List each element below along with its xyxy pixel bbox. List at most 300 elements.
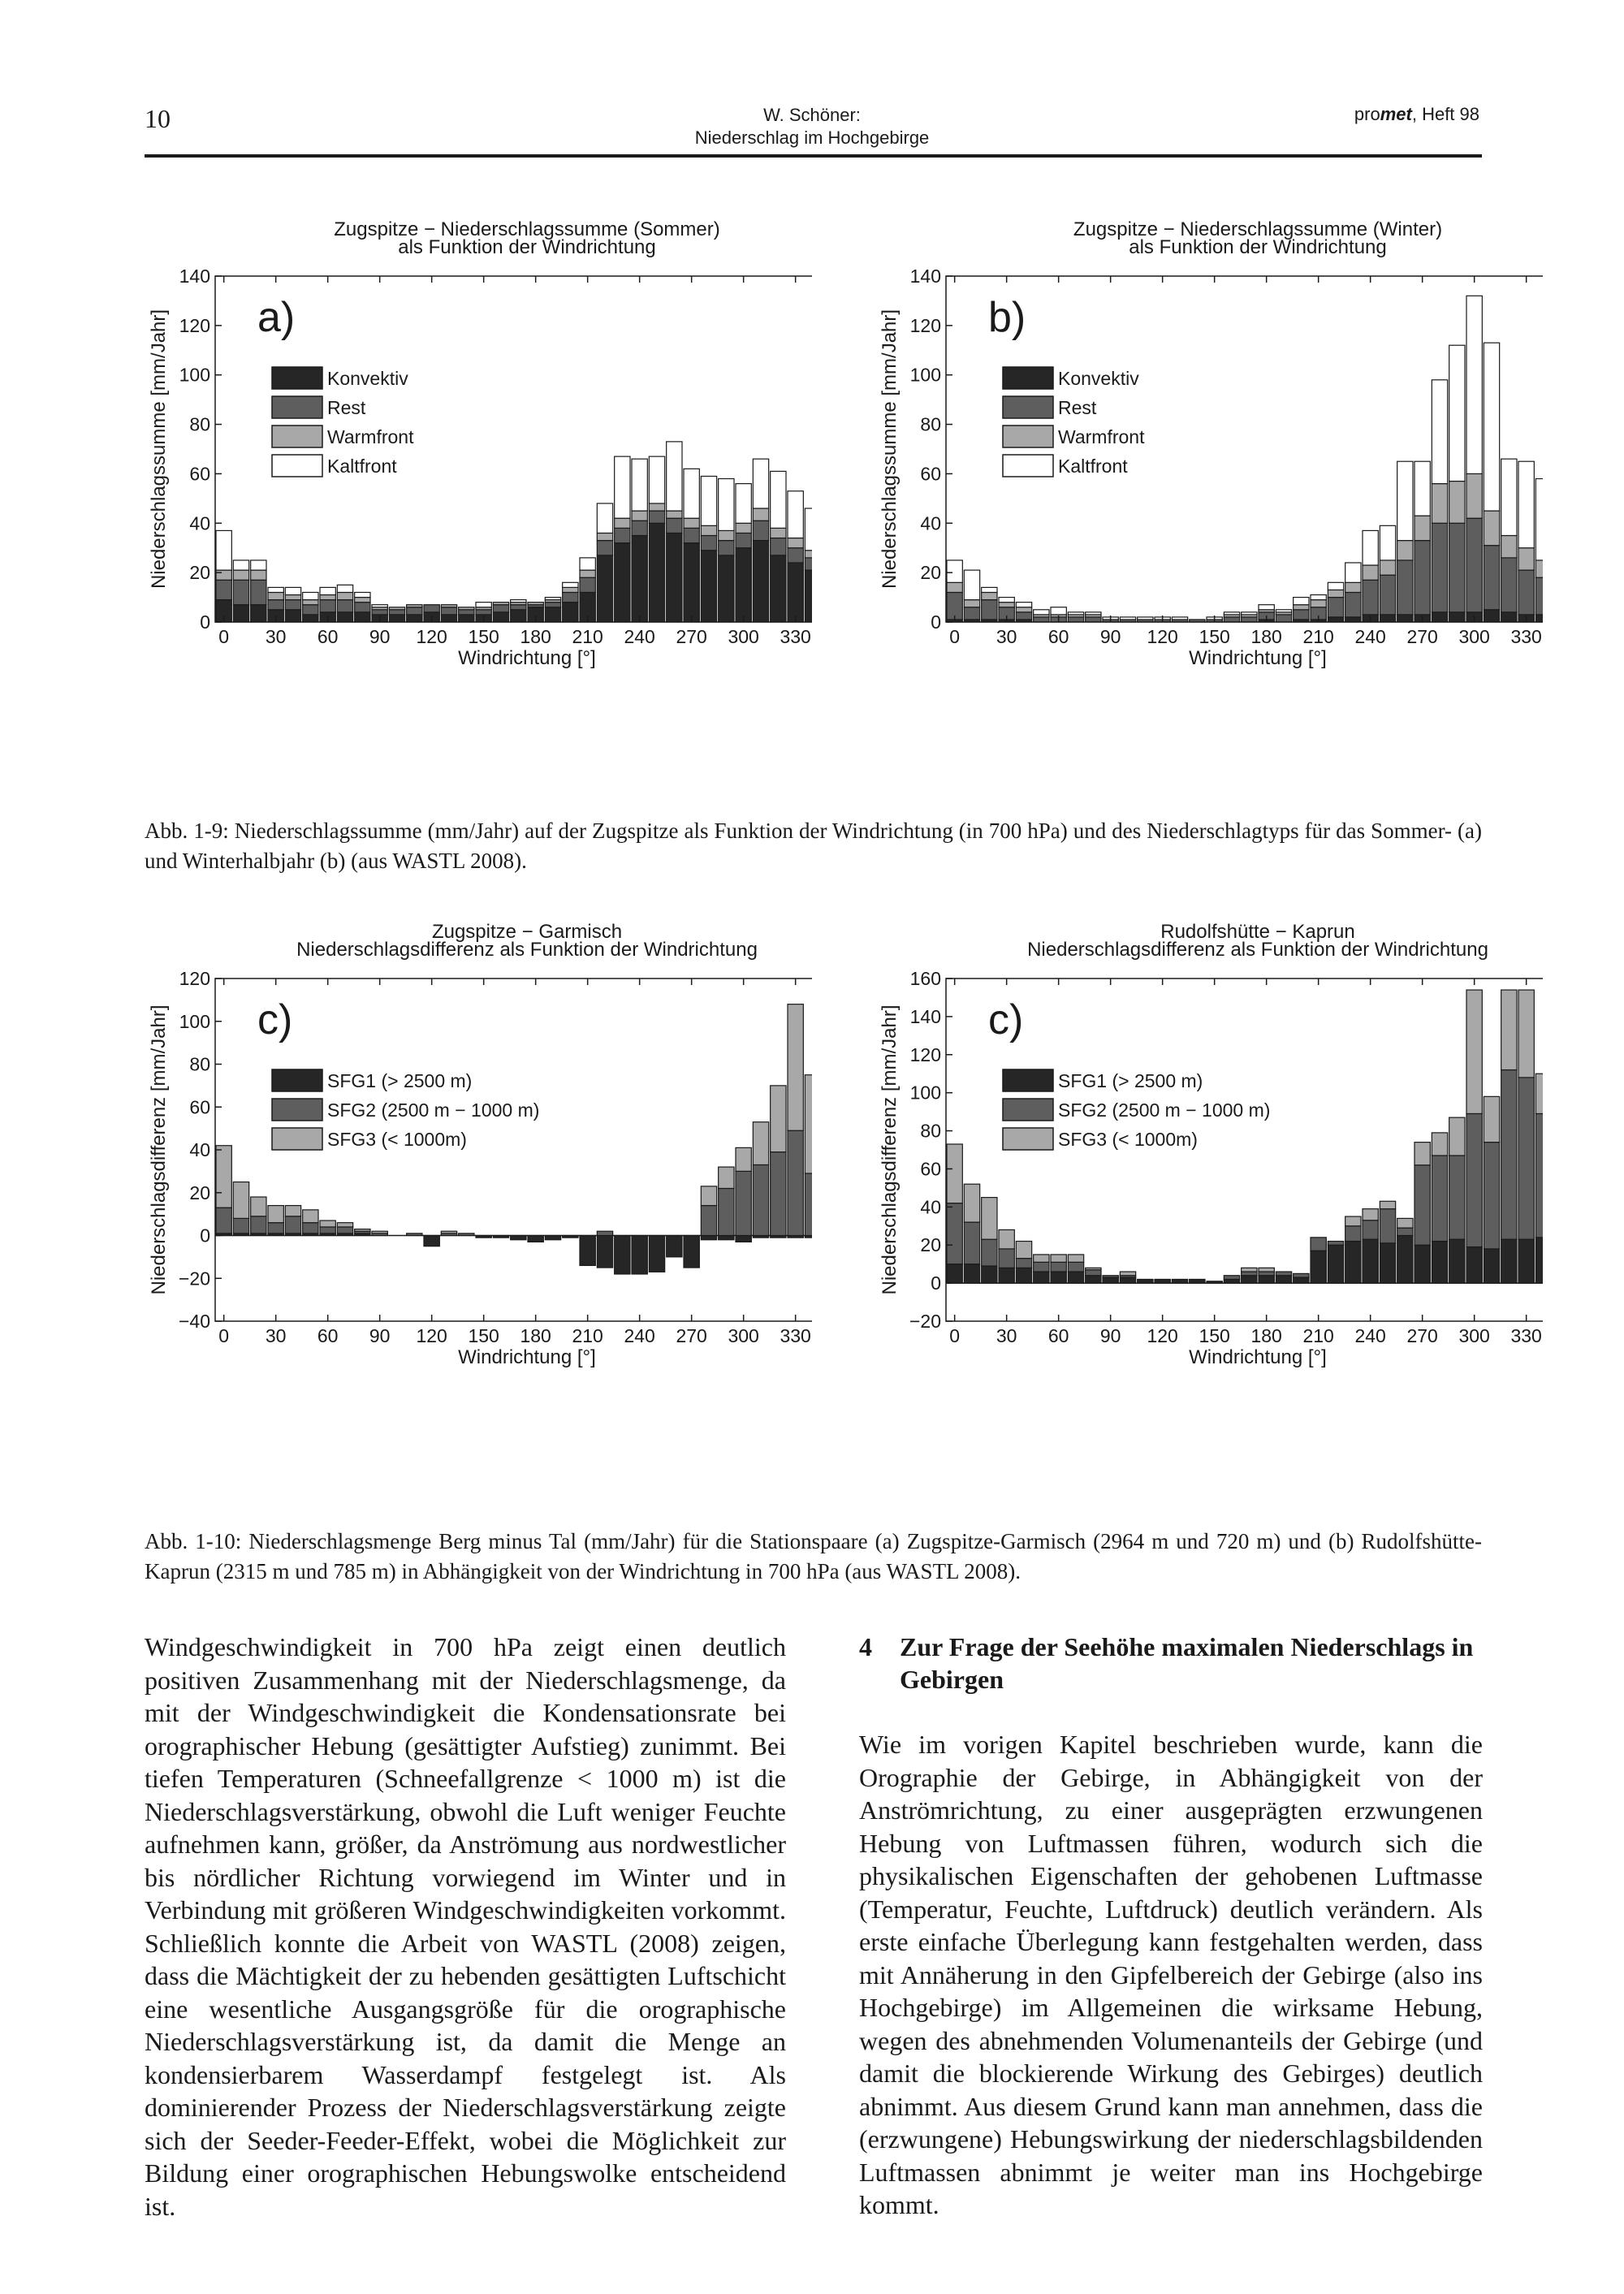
- bar-segment: [303, 1223, 318, 1233]
- bar-segment: [563, 592, 578, 602]
- bar-segment: [1449, 612, 1465, 622]
- bar-segment: [1120, 1277, 1135, 1283]
- y-tick-label: −40: [178, 1311, 210, 1332]
- x-tick-label: 60: [1047, 626, 1069, 647]
- x-tick-label: 180: [520, 1325, 551, 1346]
- bar-segment: [1086, 617, 1101, 622]
- bar-segment: [1016, 603, 1031, 607]
- bar-segment: [251, 605, 266, 622]
- chart-title-line: Niederschlagsdifferenz als Funktion der Windrichtung: [1027, 939, 1488, 961]
- bar-segment: [1068, 612, 1083, 615]
- bar-segment: [1380, 615, 1395, 622]
- bar-segment: [1172, 617, 1187, 620]
- bar-segment: [476, 1236, 491, 1238]
- bar-segment: [1103, 1276, 1118, 1277]
- bar-segment: [736, 1171, 751, 1235]
- bar-segment: [303, 615, 318, 622]
- bar-segment: [1311, 1238, 1326, 1251]
- bar-segment: [1484, 1096, 1499, 1142]
- bar-segment: [982, 592, 997, 599]
- bar-segment: [251, 580, 266, 604]
- bar-segment: [1294, 610, 1309, 620]
- bar-segment: [1484, 1249, 1499, 1283]
- bar-segment: [580, 577, 595, 592]
- bar-segment: [1501, 1070, 1517, 1240]
- bar-segment: [251, 1216, 266, 1233]
- bar-segment: [1051, 1272, 1066, 1283]
- bar-segment: [337, 592, 352, 599]
- bar-segment: [1363, 1239, 1378, 1283]
- bar-segment: [771, 471, 786, 528]
- bar-segment: [1294, 1273, 1309, 1277]
- bar-segment: [1086, 612, 1101, 615]
- bar-segment: [1449, 1117, 1465, 1156]
- bar-segment: [1363, 1220, 1378, 1239]
- bar-segment: [424, 1236, 439, 1246]
- bar-segment: [233, 570, 248, 580]
- bar-segment: [303, 605, 318, 615]
- bar-segment: [1466, 296, 1482, 473]
- bar-segment: [1415, 461, 1430, 516]
- bar-segment: [1311, 595, 1326, 600]
- bar-segment: [964, 600, 979, 607]
- bar-segment: [632, 459, 647, 511]
- bar-segment: [684, 518, 699, 528]
- bar-segment: [947, 1203, 962, 1264]
- bar-segment: [805, 508, 812, 551]
- bar-segment: [1328, 598, 1343, 617]
- bar-segment: [632, 521, 647, 535]
- bar-segment: [1518, 570, 1534, 615]
- bar-segment: [701, 525, 716, 535]
- bar-segment: [493, 605, 508, 612]
- bar-segment: [1518, 1078, 1534, 1239]
- legend-swatch: [1003, 367, 1053, 389]
- x-axis-label: Windrichtung [°]: [1189, 1346, 1327, 1368]
- legend-swatch: [1003, 455, 1053, 477]
- bar-segment: [511, 600, 526, 603]
- bar-segment: [999, 1268, 1014, 1283]
- bar-segment: [1415, 1245, 1430, 1283]
- bar-segment: [964, 570, 979, 600]
- bar-segment: [1363, 530, 1378, 565]
- bar-segment: [667, 1236, 682, 1257]
- bar-segment: [459, 607, 474, 610]
- y-tick-label: 100: [179, 1010, 210, 1032]
- bar-segment: [684, 469, 699, 518]
- bar-segment: [597, 541, 612, 555]
- bar-segment: [1397, 560, 1413, 615]
- bar-segment: [667, 511, 682, 518]
- panel-label: c): [257, 996, 293, 1043]
- x-tick-label: 330: [780, 626, 811, 647]
- body-text-right: Wie im vorigen Kapitel beschrieben wurde, kann die Orographie der Gebirge, in Abhängigkeit von der Anströmrichtung, zu einer ausgeprägten erzwungenen Hebung von Luftmassen führen, wodurch sich die physikalischen Eigenschaften der gehobenen Luftmasse (Temperatur, Feuchte, Luftdruck) deutlich verändern. Als erste einfache Überlegung kann festgehalten werden, dass mit Annäherung in den Gipfelbereich der Gebirge (also ins Hochgebirge) im Allgemeinen die wirksame Hebung, wegen des abnehmenden Volumenanteils der Gebirge (und damit die blockierende Wirkung des Gebirges) deutlich abnimmt. Aus diesem Grund kann man annehmen, dass die (erzwungene) Hebungswirkung der niederschlagsbildenden Luftmassen abnimmt je weiter man ins Hochgebirge kommt.: [859, 1730, 1483, 2219]
- x-tick-label: 120: [1147, 626, 1178, 647]
- bar-segment: [1345, 617, 1361, 622]
- bar-segment: [771, 555, 786, 622]
- x-tick-label: 150: [468, 626, 499, 647]
- y-tick-label: 120: [909, 314, 941, 336]
- legend-label: SFG3 (< 1000m): [1058, 1129, 1198, 1150]
- x-tick-label: 210: [1302, 1325, 1334, 1346]
- y-tick-label: 40: [189, 512, 210, 534]
- bar-segment: [285, 587, 300, 594]
- bar-segment: [441, 615, 456, 622]
- x-tick-label: 300: [1458, 626, 1490, 647]
- bar-segment: [597, 1231, 612, 1235]
- bar-segment: [788, 1004, 803, 1131]
- bar-segment: [1380, 1201, 1395, 1208]
- y-tick-label: 0: [200, 611, 210, 633]
- bar-segment: [982, 587, 997, 592]
- y-axis-label: Niederschlagssumme [mm/Jahr]: [148, 309, 170, 590]
- bar-segment: [684, 528, 699, 542]
- bar-segment: [1242, 617, 1257, 622]
- bar-segment: [947, 582, 962, 592]
- legend-label: Kaltfront: [1058, 456, 1128, 477]
- bar-segment: [476, 610, 491, 615]
- legend-label: SFG3 (< 1000m): [327, 1129, 467, 1150]
- x-tick-label: 120: [416, 1325, 447, 1346]
- bar-segment: [1484, 511, 1499, 546]
- bar-segment: [1397, 1228, 1413, 1235]
- legend-swatch: [1003, 1069, 1053, 1091]
- body-text-left: Windgeschwindigkeit in 700 hPa zeigt einen deutlich positiven Zusammenhang mit der Niederschlagsmenge, da mit der Windgeschwindigkeit die Kondensationsrate bei orographischer Hebung (gesättigter Aufstieg) zunimmt. Bei tiefen Temperaturen (Schneefallgrenze < 1000 m) ist die Niederschlagsverstärkung, obwohl die Luft weniger Feuchte aufnehmen kann, größer, da Anströmung aus nordwestlicher bis nördlicher Richtung vorwiegend im Winter und in Verbindung mit größeren Windgeschwindigkeiten vorkommt. Schließlich konnte die Arbeit von WASTL (2008) zeigen, dass die Mächtigkeit der zu hebenden gesättigten Luftschicht eine wesentliche Ausgangsgröße für die orographische Niederschlagsverstärkung ist, da damit die Menge an kondensierbarem Wasserdampf festgelegt ist. Als dominierender Prozess der Niederschlagsverstärkung zeigte sich der Seeder-Feeder-Effekt, wobei die Möglichkeit zur Bildung einer orographischen Hebungswolke entscheidend ist.: [145, 1632, 786, 2221]
- bar-segment: [1259, 1268, 1274, 1272]
- bar-segment: [355, 603, 370, 612]
- bar-segment: [1016, 1242, 1031, 1259]
- bar-segment: [545, 607, 560, 622]
- journal-prefix: pro: [1354, 104, 1380, 124]
- x-tick-label: 0: [949, 1325, 961, 1346]
- panel-label: b): [988, 294, 1026, 341]
- bar-segment: [424, 605, 439, 612]
- bar-segment: [372, 1231, 387, 1233]
- bar-segment: [597, 503, 612, 534]
- bar-segment: [545, 598, 560, 600]
- bar-segment: [1380, 525, 1395, 560]
- x-tick-label: 0: [218, 1325, 230, 1346]
- bar-segment: [528, 603, 543, 605]
- running-header: [568, 104, 1056, 149]
- bar-segment: [511, 605, 526, 610]
- y-tick-label: 140: [909, 266, 941, 287]
- panel-label: a): [257, 294, 296, 341]
- bar-segment: [753, 521, 768, 540]
- bar-segment: [251, 570, 266, 580]
- bar-segment: [493, 612, 508, 622]
- legend-label: Warmfront: [327, 426, 414, 447]
- x-tick-label: 330: [780, 1325, 811, 1346]
- bar-segment: [1415, 1165, 1430, 1245]
- bar-segment: [771, 528, 786, 538]
- bar-segment: [719, 555, 734, 622]
- chart-title-line: Zugspitze − Niederschlagssumme (Sommer): [334, 218, 720, 240]
- bar-segment: [964, 1184, 979, 1222]
- x-tick-label: 270: [676, 626, 707, 647]
- bar-segment: [701, 476, 716, 525]
- bar-segment: [615, 518, 630, 528]
- bar-segment: [719, 1236, 734, 1240]
- bar-segment: [1466, 1113, 1482, 1246]
- bar-segment: [1380, 575, 1395, 615]
- bar-segment: [982, 1266, 997, 1283]
- bar-segment: [1068, 1272, 1083, 1283]
- bar-segment: [1120, 1272, 1135, 1276]
- header-author: W. Schöner:: [763, 105, 861, 125]
- bar-segment: [268, 1223, 283, 1233]
- bar-segment: [1432, 1133, 1447, 1156]
- bar-segment: [736, 523, 751, 533]
- bar-segment: [771, 538, 786, 555]
- bar-segment: [580, 570, 595, 577]
- x-tick-label: 60: [1047, 1325, 1069, 1346]
- bar-segment: [337, 600, 352, 612]
- bar-segment: [947, 1144, 962, 1203]
- bar-segment: [1345, 592, 1361, 616]
- x-tick-label: 300: [1458, 1325, 1490, 1346]
- chart-title-line: als Funktion der Windrichtung: [1129, 236, 1387, 258]
- bar-segment: [632, 511, 647, 521]
- bar-segment: [649, 456, 664, 503]
- x-tick-label: 330: [1510, 1325, 1542, 1346]
- bar-segment: [1155, 1279, 1170, 1283]
- bar-segment: [999, 598, 1014, 603]
- x-tick-label: 30: [996, 1325, 1017, 1346]
- bar-segment: [719, 1167, 734, 1188]
- bar-segment: [1259, 1272, 1274, 1276]
- bar-segment: [268, 592, 283, 599]
- page-number: 10: [145, 104, 171, 133]
- bar-segment: [580, 558, 595, 570]
- bar-segment: [1397, 1218, 1413, 1228]
- bar-segment: [649, 503, 664, 511]
- bar-segment: [233, 1182, 248, 1219]
- bar-segment: [1068, 1255, 1083, 1262]
- bar-segment: [1086, 1270, 1101, 1276]
- bar-segment: [1034, 1272, 1049, 1283]
- chart-rudolfshuette-kaprun: [853, 914, 1543, 1506]
- y-tick-label: 60: [189, 463, 210, 485]
- bar-segment: [563, 603, 578, 622]
- y-tick-label: 20: [920, 562, 941, 584]
- bar-segment: [216, 1146, 231, 1207]
- bar-segment: [493, 1236, 508, 1238]
- bar-segment: [1466, 473, 1482, 518]
- bar-segment: [1259, 1276, 1274, 1283]
- bar-segment: [1034, 1262, 1049, 1272]
- y-tick-label: 80: [920, 413, 941, 435]
- bar-segment: [999, 1249, 1014, 1268]
- y-tick-label: 80: [189, 1053, 210, 1075]
- bar-segment: [1207, 1281, 1222, 1283]
- x-tick-label: 90: [1099, 1325, 1121, 1346]
- legend-label: Konvektiv: [1058, 368, 1139, 389]
- legend-swatch: [1003, 1099, 1053, 1121]
- bar-segment: [389, 607, 404, 610]
- bar-segment: [233, 560, 248, 570]
- bar-segment: [1345, 1226, 1361, 1242]
- bar-segment: [1432, 380, 1447, 484]
- bar-segment: [1138, 617, 1153, 620]
- y-tick-label: 0: [200, 1225, 210, 1246]
- bar-segment: [615, 456, 630, 518]
- y-tick-label: 100: [909, 364, 941, 386]
- bar-segment: [251, 1197, 266, 1216]
- bar-segment: [580, 1236, 595, 1266]
- journal-name: [1354, 104, 1479, 125]
- bar-segment: [736, 548, 751, 622]
- section-heading: Zur Frage der Seehöhe maximalen Niederschlags in Gebirgen: [900, 1632, 1474, 1694]
- bar-segment: [753, 1122, 768, 1165]
- chart-title-line: Zugspitze − Niederschlagssumme (Winter): [1073, 218, 1443, 240]
- x-tick-label: 150: [1199, 626, 1230, 647]
- x-tick-label: 30: [265, 626, 287, 647]
- x-axis-label: Windrichtung [°]: [458, 647, 596, 669]
- bar-segment: [1501, 459, 1517, 535]
- panel-label: c): [988, 996, 1024, 1043]
- legend-label: Rest: [327, 397, 366, 418]
- chart-title-line: Rudolfshütte − Kaprun: [1160, 921, 1355, 943]
- bar-segment: [1432, 523, 1447, 612]
- bar-segment: [805, 570, 812, 622]
- bar-segment: [1432, 1156, 1447, 1242]
- bar-segment: [964, 607, 979, 620]
- bar-segment: [1432, 612, 1447, 622]
- y-tick-label: −20: [909, 1311, 941, 1332]
- bar-segment: [355, 612, 370, 622]
- bar-segment: [632, 1236, 647, 1274]
- bar-segment: [1345, 563, 1361, 582]
- bar-segment: [1501, 558, 1517, 612]
- y-axis-label: Niederschlagssumme [mm/Jahr]: [879, 309, 901, 590]
- legend-swatch: [272, 1069, 322, 1091]
- x-tick-label: 180: [1250, 626, 1282, 647]
- bar-segment: [511, 610, 526, 622]
- bar-segment: [701, 1206, 716, 1236]
- bar-segment: [1086, 1268, 1101, 1269]
- x-tick-label: 0: [218, 626, 230, 647]
- chart-summer: [122, 211, 812, 796]
- bar-segment: [947, 592, 962, 619]
- y-tick-label: 60: [920, 1158, 941, 1180]
- bar-segment: [1466, 1247, 1482, 1284]
- bar-segment: [1103, 1277, 1118, 1283]
- bar-segment: [1311, 600, 1326, 607]
- x-tick-label: 120: [1147, 1325, 1178, 1346]
- bar-segment: [597, 1236, 612, 1268]
- bar-segment: [1242, 612, 1257, 615]
- y-tick-label: 160: [909, 968, 941, 989]
- bar-segment: [649, 511, 664, 523]
- bar-segment: [320, 1227, 335, 1233]
- bar-segment: [719, 479, 734, 531]
- bar-segment: [407, 605, 422, 607]
- bar-segment: [1449, 1239, 1465, 1283]
- bar-segment: [1397, 1236, 1413, 1284]
- bar-segment: [736, 533, 751, 547]
- bar-segment: [1363, 565, 1378, 580]
- bar-segment: [372, 605, 387, 607]
- bar-segment: [649, 523, 664, 622]
- bar-segment: [320, 587, 335, 594]
- bar-segment: [1034, 610, 1049, 615]
- legend-label: Rest: [1058, 397, 1097, 418]
- legend-label: Kaltfront: [327, 456, 397, 477]
- x-tick-label: 270: [1406, 626, 1438, 647]
- x-tick-label: 240: [1354, 1325, 1386, 1346]
- bar-segment: [1535, 1113, 1543, 1237]
- bar-segment: [1518, 990, 1534, 1078]
- y-tick-label: −20: [178, 1268, 210, 1290]
- bar-segment: [999, 1229, 1014, 1248]
- bar-segment: [320, 600, 335, 612]
- bar-segment: [216, 580, 231, 599]
- bar-segment: [1501, 612, 1517, 622]
- bar-segment: [736, 484, 751, 524]
- bar-segment: [1328, 1245, 1343, 1283]
- bar-segment: [1501, 536, 1517, 558]
- bar-segment: [788, 548, 803, 563]
- x-tick-label: 60: [317, 626, 339, 647]
- bar-segment: [407, 615, 422, 622]
- bar-segment: [1449, 1156, 1465, 1239]
- bar-segment: [476, 603, 491, 607]
- bar-segment: [441, 605, 456, 607]
- section-number: 4: [859, 1632, 872, 1661]
- y-tick-label: 0: [931, 611, 941, 633]
- bar-segment: [320, 1220, 335, 1227]
- x-tick-label: 180: [520, 626, 551, 647]
- bar-segment: [1242, 1268, 1257, 1272]
- bar-segment: [982, 1239, 997, 1266]
- bar-segment: [337, 612, 352, 622]
- y-axis-label: Niederschlagsdifferenz [mm/Jahr]: [879, 1004, 901, 1295]
- bar-segment: [805, 558, 812, 570]
- bar-segment: [216, 530, 231, 570]
- bar-segment: [268, 600, 283, 610]
- bar-segment: [1242, 1276, 1257, 1283]
- x-tick-label: 30: [265, 1325, 287, 1346]
- bar-segment: [1484, 546, 1499, 610]
- bar-segment: [1016, 1259, 1031, 1268]
- x-tick-label: 60: [317, 1325, 339, 1346]
- y-tick-label: 60: [920, 463, 941, 485]
- legend-swatch: [1003, 1128, 1053, 1150]
- x-tick-label: 150: [468, 1325, 499, 1346]
- bar-segment: [1328, 590, 1343, 597]
- bar-segment: [337, 1223, 352, 1227]
- chart-title-line: als Funktion der Windrichtung: [398, 236, 656, 258]
- header-rule: [145, 154, 1482, 158]
- bar-segment: [1535, 615, 1543, 622]
- bar-segment: [441, 607, 456, 615]
- bar-segment: [982, 1198, 997, 1240]
- bar-segment: [1535, 479, 1543, 560]
- bar-segment: [597, 555, 612, 622]
- bar-segment: [1276, 610, 1291, 612]
- x-tick-label: 120: [416, 626, 447, 647]
- journal-em: met: [1380, 104, 1412, 124]
- legend-swatch: [272, 396, 322, 418]
- bar-segment: [1034, 1255, 1049, 1262]
- bar-segment: [736, 1147, 751, 1171]
- legend-label: SFG2 (2500 m − 1000 m): [1058, 1099, 1271, 1121]
- bar-segment: [1484, 343, 1499, 511]
- bar-segment: [615, 1236, 630, 1274]
- bar-segment: [1051, 1255, 1066, 1262]
- bar-segment: [753, 541, 768, 622]
